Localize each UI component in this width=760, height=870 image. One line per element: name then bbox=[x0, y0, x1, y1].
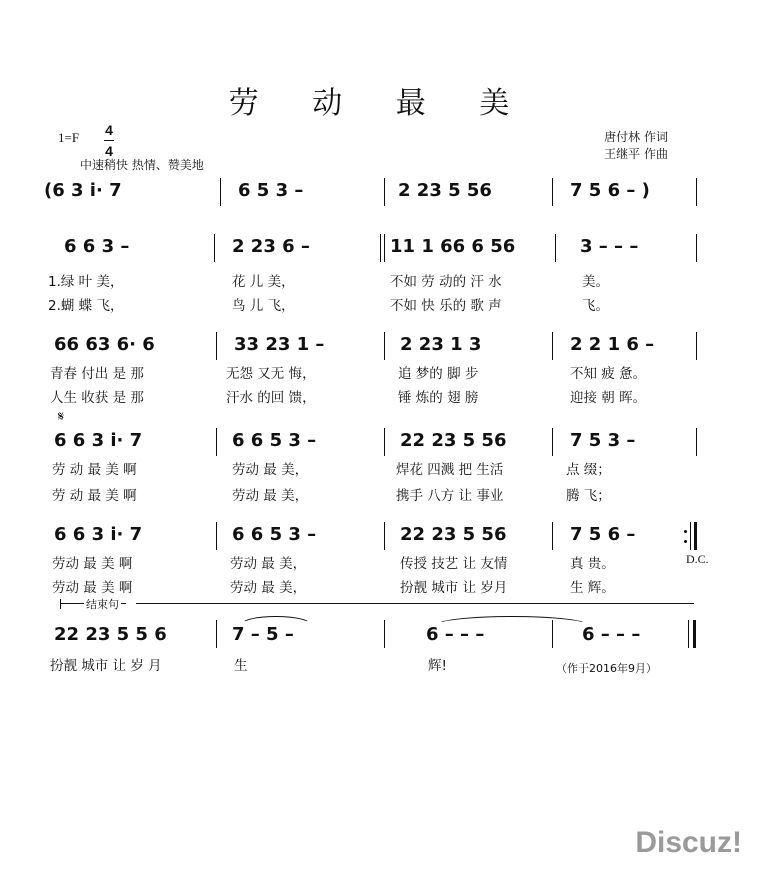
lyric-s3-v1-m2: 无怨 又无 悔， bbox=[226, 366, 316, 382]
lyric-s3-v1-m4: 不知 疲 惫。 bbox=[570, 366, 647, 382]
measure-21-notes: 22 23 5 5 6 bbox=[54, 624, 167, 645]
lyric-s4-v1-m3: 焊花 四溅 把 生活 bbox=[396, 462, 504, 478]
measure-17-notes: 6 6 3 i· 7 bbox=[54, 524, 143, 545]
measure-16-notes: 7 5 3 – bbox=[570, 430, 636, 451]
lyric-s5-v2-m2: 劳动 最 美， bbox=[230, 580, 307, 596]
lyric-s6-m3: 辉! bbox=[428, 658, 447, 674]
key-signature: 1=F bbox=[58, 130, 80, 145]
lyric-s5-v1-m1: 劳动 最 美 啊 bbox=[52, 556, 133, 572]
measure-4-notes: 7 5 6 – ) bbox=[570, 180, 650, 201]
time-signature bbox=[104, 120, 114, 161]
lyric-s5-v2-m4: 生 辉。 bbox=[570, 580, 615, 596]
lyric-s3-v2-m1: 人生 收获 是 那 bbox=[50, 390, 144, 406]
ending-label: 结束句 bbox=[86, 598, 119, 611]
lyricist-credit: 唐付林 作词 bbox=[604, 130, 668, 144]
measure-10-notes: 33 23 1 – bbox=[234, 334, 325, 355]
lyric-s2-v2-m1: 2.蝴 蝶 飞， bbox=[48, 298, 124, 314]
lyric-s2-v1-m4: 美。 bbox=[582, 274, 609, 290]
lyric-s4-v2-m2: 劳动 最 美， bbox=[232, 488, 309, 504]
measure-19-notes: 22 23 5 56 bbox=[400, 524, 507, 545]
dc-marking: D.C. bbox=[686, 552, 709, 566]
measure-5-notes: 6 6 3 – bbox=[64, 236, 130, 257]
measure-1-notes: (6 3 i· 7 bbox=[44, 180, 122, 201]
lyric-s2-v2-m4: 飞。 bbox=[582, 298, 609, 314]
lyric-s3-v2-m2: 汗水 的回 馈， bbox=[226, 390, 316, 406]
discuz-watermark: Discuz! bbox=[635, 826, 742, 859]
time-signature-bottom: 4 bbox=[105, 143, 113, 159]
measure-20-notes: 7 5 6 – bbox=[570, 524, 636, 545]
measure-3-notes: 2 23 5 56 bbox=[398, 180, 492, 201]
measure-8-notes: 3 – – – bbox=[580, 236, 639, 257]
measure-18-notes: 6 6 5 3 – bbox=[232, 524, 317, 545]
lyric-s4-v2-m3: 携手 八方 让 事业 bbox=[396, 488, 504, 504]
measure-22-notes: 7 – 5 – bbox=[232, 624, 294, 645]
measure-13-notes: 6 6 3 i· 7 bbox=[54, 430, 143, 451]
segno-sign: 𝄋 bbox=[58, 410, 65, 425]
lyric-s4-v1-m2: 劳动 最 美， bbox=[232, 462, 309, 478]
tempo-marking: 中速稍快 热情、赞美地 bbox=[80, 158, 204, 172]
lyric-s4-v2-m4: 腾 飞； bbox=[566, 488, 611, 504]
lyric-s3-v1-m3: 追 梦的 脚 步 bbox=[398, 366, 479, 382]
measure-23-notes: 6 – – – bbox=[426, 624, 485, 645]
lyric-s3-v1-m1: 青春 付出 是 那 bbox=[50, 366, 144, 382]
lyric-s3-v2-m4: 迎接 朝 晖。 bbox=[570, 390, 647, 406]
lyric-s2-v1-m1: 1.绿 叶 美， bbox=[48, 274, 124, 290]
song-title: 劳 动 最 美 bbox=[228, 86, 532, 121]
measure-7-notes: 11 1 66 6 56 bbox=[390, 236, 516, 257]
lyric-s4-v1-m1: 劳 动 最 美 啊 bbox=[52, 462, 137, 478]
measure-6-notes: 2 23 6 – bbox=[232, 236, 310, 257]
measure-24-notes: 6 – – – bbox=[582, 624, 641, 645]
lyric-s5-v1-m2: 劳动 最 美， bbox=[230, 556, 307, 572]
lyric-s3-v2-m3: 锤 炼的 翅 膀 bbox=[398, 390, 479, 406]
measure-14-notes: 6 6 5 3 – bbox=[232, 430, 317, 451]
time-signature-top: 4 bbox=[105, 122, 113, 138]
lyric-s5-v2-m1: 劳动 最 美 啊 bbox=[52, 580, 133, 596]
lyric-s5-v2-m3: 扮靓 城市 让 岁月 bbox=[400, 580, 508, 596]
lyric-s2-v2-m2: 鸟 儿 飞， bbox=[232, 298, 295, 314]
measure-12-notes: 2 2 1 6 – bbox=[570, 334, 655, 355]
measure-9-notes: 66 63 6· 6 bbox=[54, 334, 155, 355]
measure-15-notes: 22 23 5 56 bbox=[400, 430, 507, 451]
composition-date: （作于2016年9月） bbox=[556, 662, 657, 675]
lyric-s2-v2-m3: 不如 快 乐的 歌 声 bbox=[390, 298, 502, 314]
lyric-s6-m2: 生 bbox=[234, 658, 248, 674]
lyric-s2-v1-m2: 花 儿 美， bbox=[232, 274, 295, 290]
lyric-s2-v1-m3: 不如 劳 动的 汗 水 bbox=[390, 274, 502, 290]
lyric-s5-v1-m4: 真 贵。 bbox=[570, 556, 615, 572]
lyric-s5-v1-m3: 传授 技艺 让 友情 bbox=[400, 556, 508, 572]
lyric-s4-v2-m1: 劳 动 最 美 啊 bbox=[52, 488, 137, 504]
lyric-s4-v1-m4: 点 缀； bbox=[566, 462, 611, 478]
composer-credit: 王继平 作曲 bbox=[604, 147, 668, 161]
measure-11-notes: 2 23 1 3 bbox=[400, 334, 482, 355]
measure-2-notes: 6 5 3 – bbox=[238, 180, 304, 201]
lyric-s6-m1: 扮靓 城市 让 岁 月 bbox=[50, 658, 162, 674]
